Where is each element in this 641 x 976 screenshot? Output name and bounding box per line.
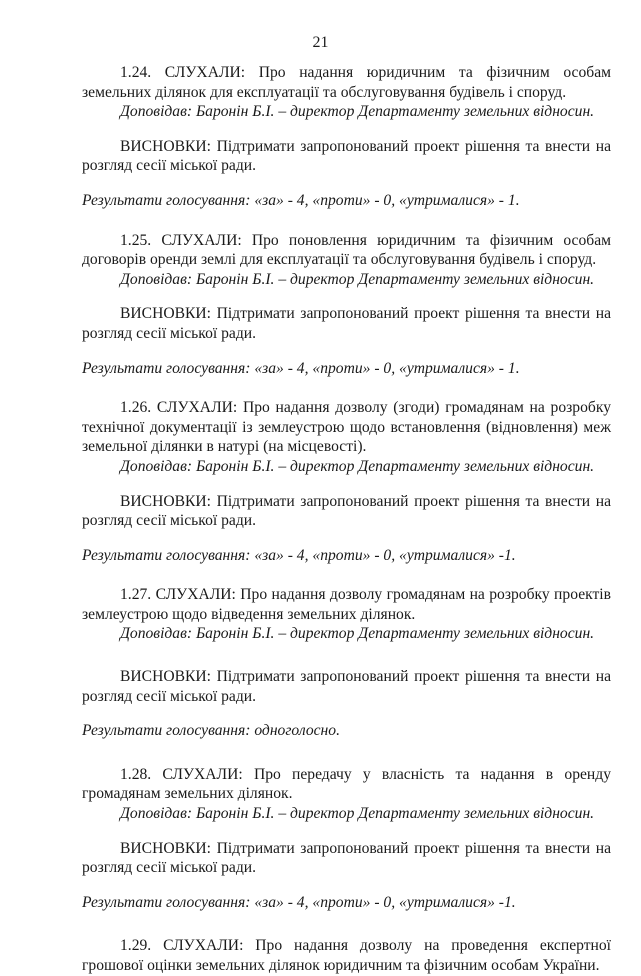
agenda-item-1-29	[82, 936, 611, 975]
vote-results: Результати голосування: «за» - 4, «проти» - 0, «утрималися» -1.	[82, 546, 516, 564]
heard-text: 1.28. СЛУХАЛИ: Про передачу у власність та надання в оренду громадянам земельних ділянок.	[82, 765, 611, 803]
conclusion-text: ВИСНОВКИ: Підтримати запропонований проект рішення та внести на розгляд сесії міської ради.	[82, 492, 611, 530]
vote-results: Результати голосування: «за» - 4, «проти» - 0, «утрималися» - 1.	[82, 191, 520, 209]
reporter-text: Доповідав: Баронін Б.І. – директор Департаменту земельних відносин.	[120, 625, 595, 643]
vote-results: Результати голосування: одноголосно.	[82, 722, 340, 740]
agenda-item-1-25	[82, 231, 611, 379]
heard-text: 1.24. СЛУХАЛИ: Про надання юридичним та фізичним особам земельних ділянок для експлуатації та обслуговування будівель і споруд.	[82, 64, 611, 101]
heard-text: 1.25. СЛУХАЛИ: Про поновлення юридичним та фізичним особам договорів оренди землі для експлуатації та обслуговування будівель і споруд.	[82, 231, 611, 269]
conclusion-text: ВИСНОВКИ: Підтримати запропонований проект рішення та внести на розгляд сесії міської ради.	[82, 668, 611, 705]
conclusion-text: ВИСНОВКИ: Підтримати запропонований проект рішення та внести на розгляд сесії міської ради.	[82, 839, 611, 877]
heard-text: 1.26. СЛУХАЛИ: Про надання дозволу (згоди) громадянам на розробку технічної документації із землеустрою щодо встановлення (відновлення) меж земельної ділянки в натурі (на місцевості).	[82, 399, 611, 456]
vote-results: Результати голосування: «за» - 4, «проти» - 0, «утрималися» - 1.	[82, 359, 520, 377]
agenda-item-1-28	[82, 765, 611, 913]
heard-text: 1.27. СЛУХАЛИ: Про надання дозволу громадянам на розробку проектів землеустрою щодо відведення земельних ділянок.	[82, 586, 611, 623]
heard-text: 1.29. СЛУХАЛИ: Про надання дозволу на проведення експертної грошової оцінки земельних ділянок юридичним та фізичним особам України.	[82, 937, 611, 974]
reporter-text: Доповідав: Баронін Б.І. – директор Департаменту земельних відносин.	[120, 457, 595, 475]
conclusion-text: ВИСНОВКИ: Підтримати запропонований проект рішення та внести на розгляд сесії міської ради.	[82, 305, 611, 342]
reporter-text: Доповідав: Баронін Б.І. – директор Департаменту земельних відносин.	[120, 270, 595, 288]
vote-results: Результати голосування: «за» - 4, «проти» - 0, «утрималися» -1.	[82, 893, 516, 911]
reporter-text: Доповідав: Баронін Б.І. – директор Департаменту земельних відносин.	[120, 103, 595, 121]
agenda-item-1-24	[82, 63, 611, 211]
reporter-text: Доповідав: Баронін Б.І. – директор Департаменту земельних відносин.	[120, 805, 595, 823]
minutes-content	[82, 63, 611, 976]
agenda-item-1-27	[82, 585, 611, 741]
conclusion-text: ВИСНОВКИ: Підтримати запропонований проект рішення та внести на розгляд сесії міської ради.	[82, 137, 611, 175]
page-number: 21	[312, 34, 329, 51]
agenda-item-1-26	[82, 398, 611, 565]
